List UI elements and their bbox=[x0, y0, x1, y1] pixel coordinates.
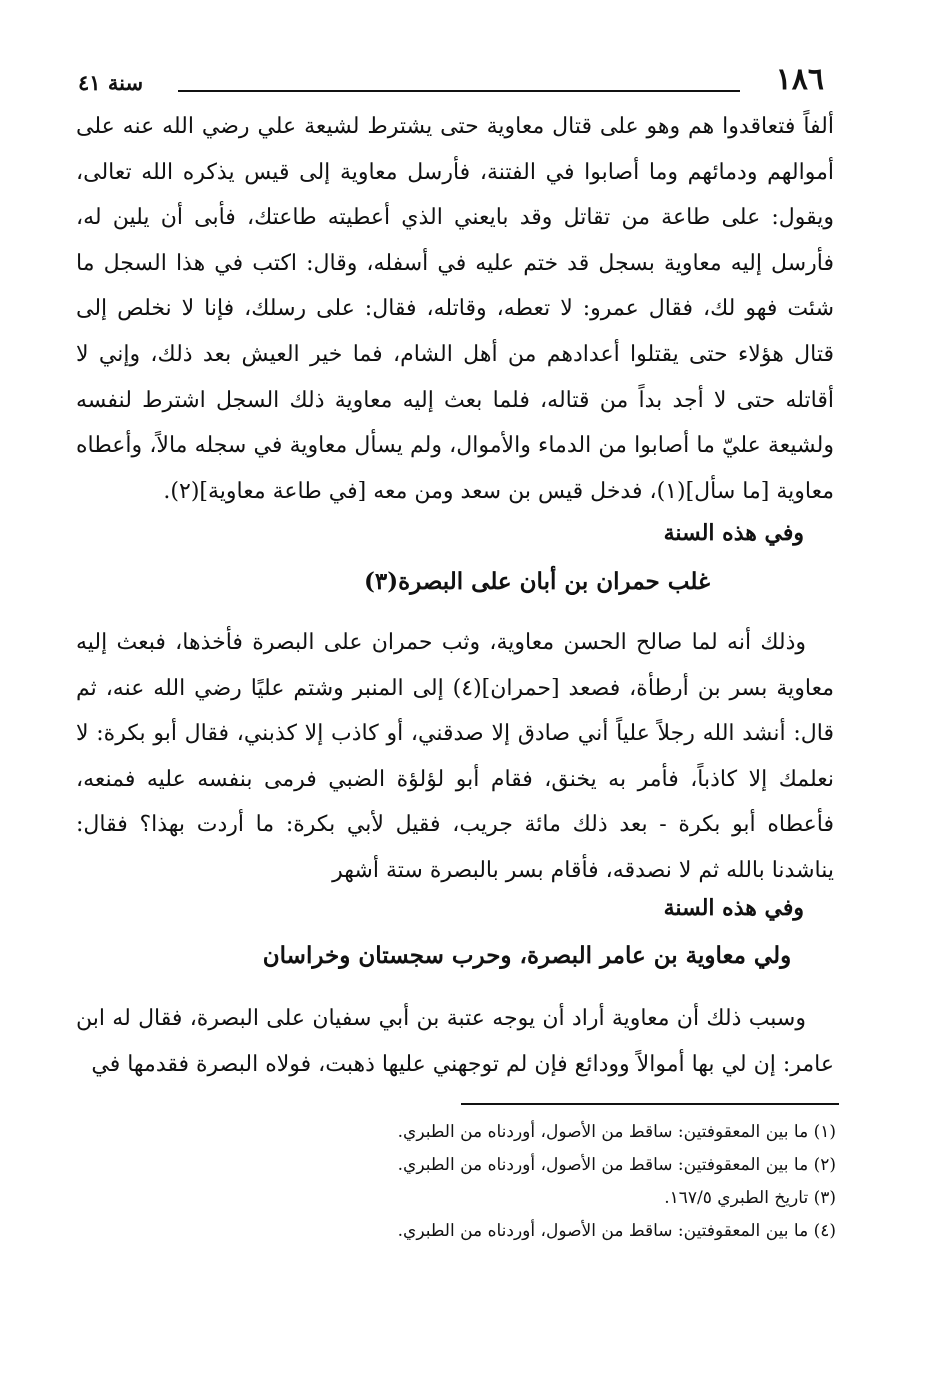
footnote-1: (١) ما بين المعقوفتين: ساقط من الأصول، أوردناه من الطبري. bbox=[397, 1122, 836, 1142]
text-block-1 bbox=[76, 104, 834, 514]
footnote-2: (٢) ما بين المعقوفتين: ساقط من الأصول، أوردناه من الطبري. bbox=[397, 1155, 836, 1175]
footnotes bbox=[136, 1116, 836, 1248]
section-label-1: وفي هذه السنة bbox=[663, 520, 804, 546]
page-header bbox=[78, 62, 824, 102]
footnote-4: (٤) ما بين المعقوفتين: ساقط من الأصول، أوردناه من الطبري. bbox=[397, 1221, 836, 1241]
text-block-2 bbox=[76, 620, 834, 894]
footnote-3: (٣) تاريخ الطبري ١٦٧/٥. bbox=[664, 1188, 836, 1208]
paragraph-1: ألفاً فتعاقدوا هم وهو على قتال معاوية حتى يشترط لشيعة علي رضي الله عنه على أموالهم ودمائهم وما أصابوا في الفتنة، فأرسل معاوية إلى قيس يذكره الله تعالى، ويقول: على طاعة من تقاتل وقد بايعني الذي أعطيته طاعتك، فأبى أن يلين له، فأرسل إليه معاوية بسجل قد ختم عليه في أسفله، وقال: اكتب في هذا السجل ما شئت فهو لك، فقال عمرو: لا تعطه، وقاتله، فقال: على رسلك، فإنا لا نخلص إلى قتال هؤلاء حتى يقتلوا أعدادهم من أهل الشام، فما خير العيش بعد ذلك، وإني لا أقاتله حتى لا أجد بداً من قتاله، فلما بعث إليه معاوية ذلك السجل اشترط لنفسه ولشيعة عليّ ما أصابوا من الدماء والأموال، ولم يسأل معاوية في سجله مالاً، وأعطاه معاوية [ما سأل](١)، فدخل قيس بن سعد ومن معه [في طاعة معاوية](٢). bbox=[76, 114, 834, 504]
section-title-1: غلب حمران بن أبان على البصرة(٣) bbox=[363, 568, 710, 595]
section-title-2: ولي معاوية بن عامر البصرة، وحرب سجستان وخراسان bbox=[262, 942, 792, 969]
running-head-year: سنة ٤١ bbox=[78, 70, 144, 95]
paragraph-2: وذلك أنه لما صالح الحسن معاوية، وثب حمران على البصرة فأخذها، فبعث إليه معاوية بسر بن أرطأة، فصعد [حمران](٤) إلى المنبر وشتم عليًا رضي الله عنه، ثم قال: أنشد الله رجلاً علياً أني صادق إلا صدقني، أو كاذب إلا كذبني، فقال أبو بكرة: لا نعلمك إلا كاذباً، فأمر به يخنق، فقام أبو لؤلؤة الضبي فرمى بنفسه عليه فمنعه، فأعطاه أبو بكرة - بعد ذلك مائة جريب، فقيل لأبي بكرة: ما أردت بهذا؟ فقال: يناشدنا بالله ثم لا نصدقه، فأقام بسر بالبصرة ستة أشهر bbox=[76, 630, 834, 883]
page-number: ١٨٦ bbox=[775, 62, 824, 97]
text-block-3 bbox=[76, 996, 834, 1087]
header-divider bbox=[178, 90, 740, 92]
paragraph-3: وسبب ذلك أن معاوية أراد أن يوجه عتبة بن أبي سفيان على البصرة، فقال له ابن عامر: إن لي بها أموالاً وودائع فإن لم توجهني عليها ذهبت، فولاه البصرة فقدمها في bbox=[76, 1006, 834, 1077]
section-label-2: وفي هذه السنة bbox=[663, 895, 804, 921]
footnote-divider bbox=[461, 1103, 839, 1105]
